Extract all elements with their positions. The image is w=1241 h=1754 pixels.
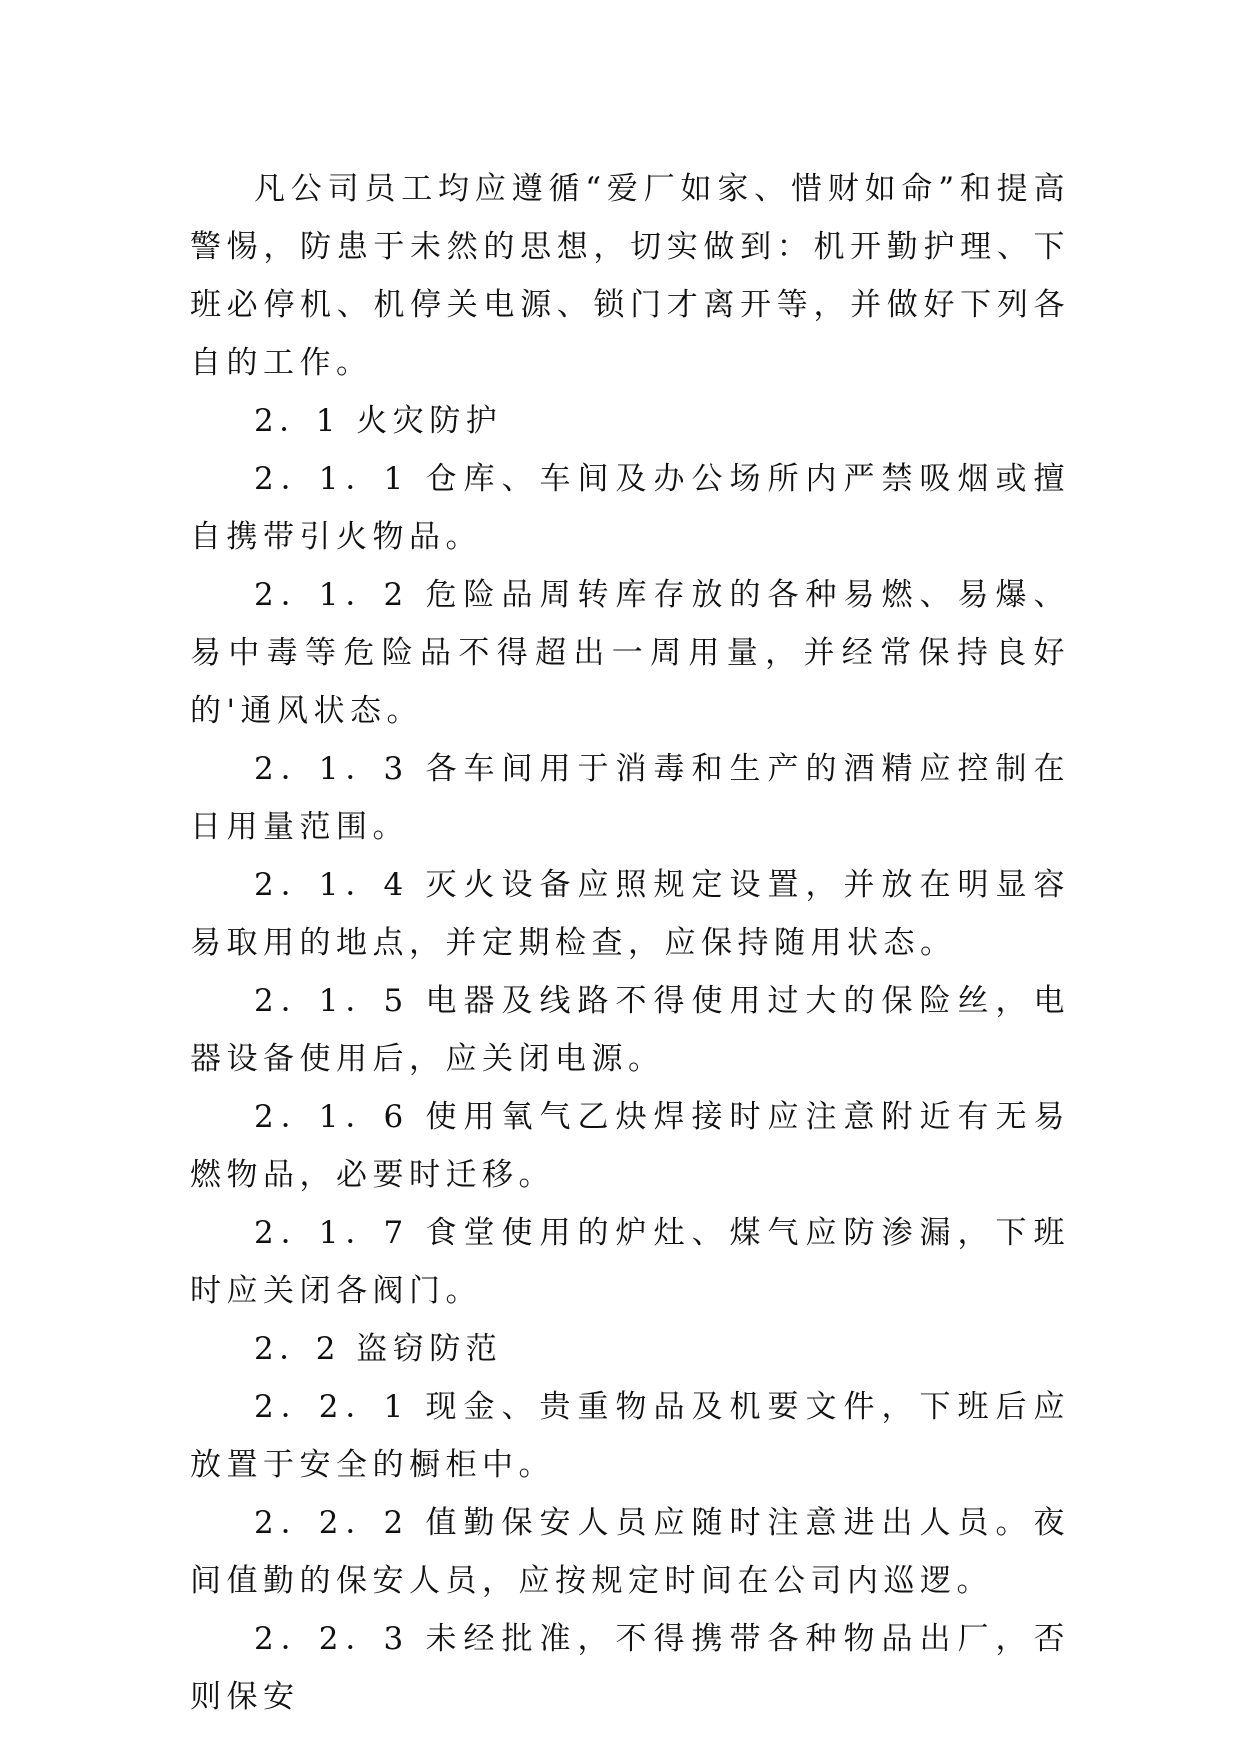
paragraph-intro: 凡公司员工均应遵循“爱厂如家、惜财如命”和提高警惕，防患于未然的思想，切实做到：机开勤护理、下班必停机、机停关电源、锁门才离开等，并做好下列各自的工作。 [190,171,1070,381]
paragraph-2-1-7: 2．1．7 食堂使用的炉灶、煤气应防渗漏，下班时应关闭各阀门。 [190,1215,1070,1309]
section-heading-theft-prevention: 2．2 盗窃防范 [254,1331,503,1367]
paragraph-2-1-2: 2．1．2 危险品周转库存放的各种易燃、易爆、易中毒等危险品不得超出一周用量，并经常保持良好的'通风状态。 [190,577,1070,729]
paragraph-2-2-3: 2．2．3 未经批准，不得携带各种物品出厂，否则保安 [190,1621,1070,1715]
paragraph-2-1-1: 2．1．1 仓库、车间及办公场所内严禁吸烟或擅自携带引火物品。 [190,461,1070,555]
paragraph-2-1-4: 2．1．4 灭火设备应照规定设置，并放在明显容易取用的地点，并定期检查，应保持随用状态。 [190,867,1070,961]
paragraph-2-2-2: 2．2．2 值勤保安人员应随时注意进出人员。夜间值勤的保安人员，应按规定时间在公司内巡逻。 [190,1505,1070,1599]
paragraph-2-1-5: 2．1．5 电器及线路不得使用过大的保险丝，电器设备使用后，应关闭电源。 [190,983,1070,1077]
paragraph-2-1-6: 2．1．6 使用氧气乙炔焊接时应注意附近有无易燃物品，必要时迁移。 [190,1099,1070,1193]
paragraph-2-1-3: 2．1．3 各车间用于消毒和生产的酒精应控制在日用量范围。 [190,751,1070,845]
section-heading-fire-protection: 2．1 火灾防护 [254,403,503,439]
document-body [190,160,1070,1726]
paragraph-2-2-1: 2．2．1 现金、贵重物品及机要文件，下班后应放置于安全的橱柜中。 [190,1389,1070,1483]
